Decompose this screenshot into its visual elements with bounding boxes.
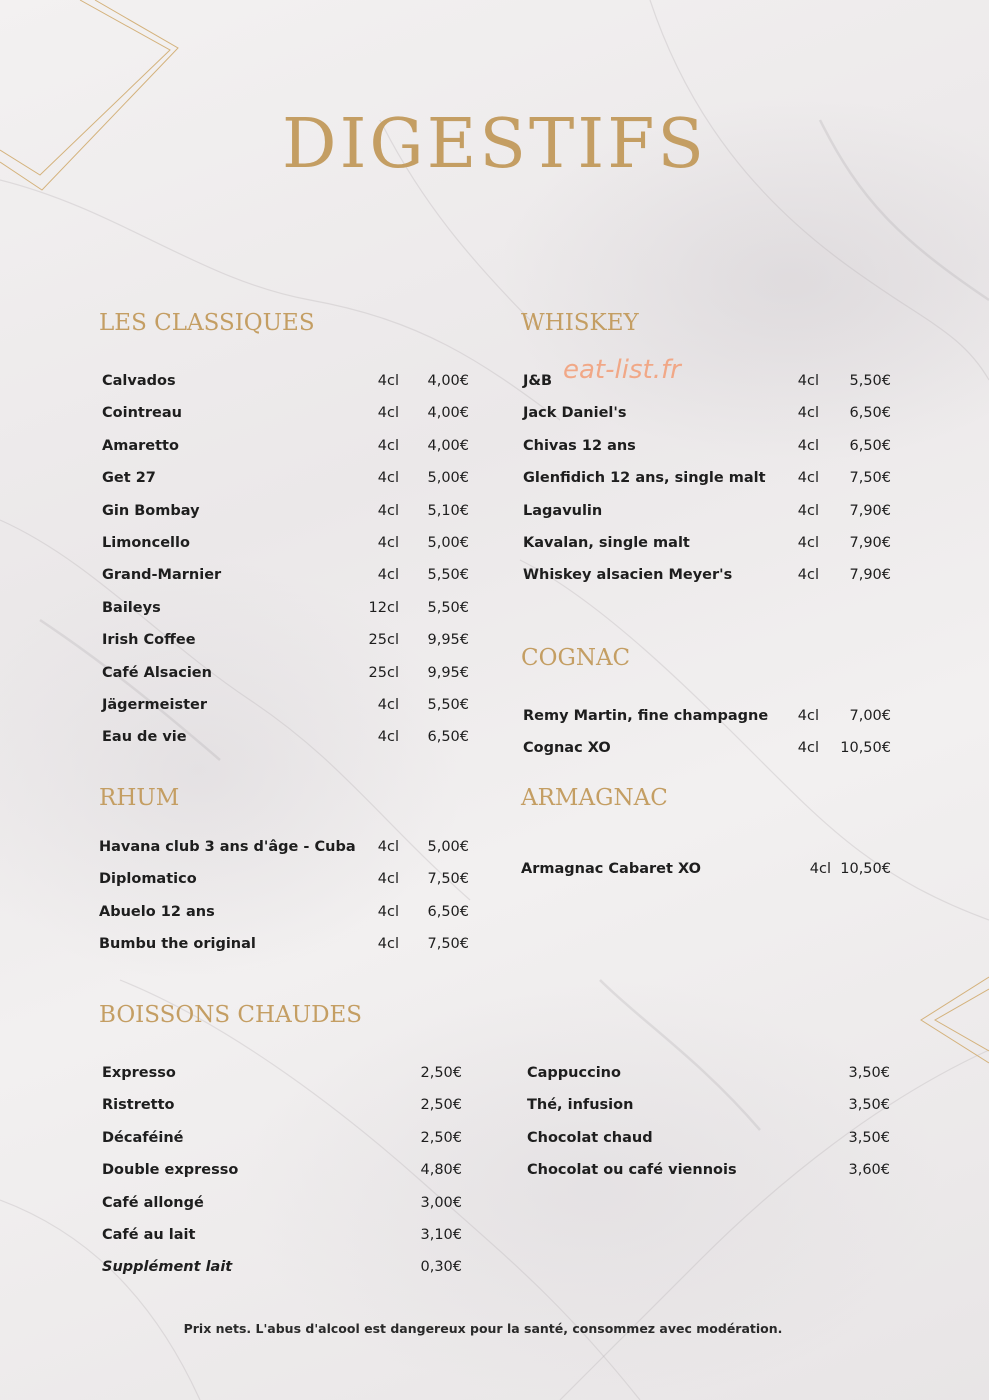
item-name: Chocolat chaud (527, 1129, 653, 1146)
item-price: 2,50€ (420, 1129, 462, 1146)
item-name: Get 27 (102, 470, 156, 487)
item-price: 2,50€ (420, 1065, 462, 1081)
menu-item (99, 868, 479, 890)
item-price: 7,90€ (849, 535, 891, 551)
section-title-whiskey: WHISKEY (521, 310, 639, 336)
menu-item (521, 737, 901, 759)
item-price: 5,00€ (427, 839, 469, 855)
menu-item (99, 662, 479, 684)
item-volume: 4cl (797, 567, 819, 584)
menu-item (527, 1127, 890, 1149)
item-price: 6,50€ (427, 903, 469, 920)
item-volume: 4cl (797, 535, 819, 551)
page-title: DIGESTIFS (282, 105, 707, 184)
item-name: Gin Bombay (102, 502, 200, 519)
item-price: 6,50€ (427, 729, 469, 746)
item-name: Kavalan, single malt (523, 535, 690, 551)
item-name: Décaféiné (102, 1129, 184, 1146)
section-title-cognac: COGNAC (521, 645, 631, 671)
item-name: Amaretto (102, 437, 179, 454)
item-price: 3,50€ (848, 1065, 890, 1081)
item-volume: 4cl (809, 861, 831, 877)
item-name: Bumbu the original (99, 936, 256, 953)
item-price: 3,10€ (420, 1227, 462, 1243)
menu-item (521, 370, 901, 392)
menu-item (99, 1127, 462, 1149)
section-armagnac (521, 783, 901, 877)
item-name: Armagnac Cabaret XO (521, 861, 701, 877)
menu-item (99, 467, 479, 489)
item-price: 5,50€ (427, 567, 469, 584)
menu-item (99, 1159, 462, 1181)
menu-item (99, 564, 479, 586)
item-price: 9,95€ (427, 664, 469, 681)
item-price: 5,10€ (427, 502, 469, 519)
menu-item (99, 901, 479, 923)
item-volume: 4cl (377, 502, 399, 519)
item-name: J&B (523, 373, 553, 389)
menu-item (99, 726, 479, 748)
section-cognac (521, 643, 901, 757)
menu-item (521, 467, 901, 489)
item-price: 7,90€ (849, 567, 891, 584)
item-price: 5,00€ (427, 470, 469, 487)
menu-item (99, 694, 479, 716)
item-price: 4,80€ (420, 1162, 462, 1179)
item-name: Café allongé (102, 1194, 204, 1211)
menu-item (521, 435, 901, 457)
menu-item (99, 1224, 462, 1246)
item-price: 7,50€ (427, 871, 469, 888)
item-volume: 4cl (377, 936, 399, 953)
item-price: 6,50€ (849, 405, 891, 422)
item-name: Thé, infusion (527, 1097, 634, 1114)
item-volume: 4cl (377, 697, 399, 713)
watermark: eat-list.fr (563, 355, 681, 385)
item-price: 3,50€ (848, 1129, 890, 1146)
item-name: Calvados (102, 373, 176, 389)
item-volume: 4cl (797, 740, 819, 757)
section-rhum (99, 783, 479, 953)
menu-item (99, 1192, 462, 1214)
item-price: 4,00€ (427, 437, 469, 454)
item-volume: 4cl (377, 405, 399, 422)
item-volume: 4cl (797, 437, 819, 454)
menu-item (99, 1256, 462, 1278)
item-volume: 4cl (797, 405, 819, 422)
item-volume: 4cl (377, 871, 399, 888)
section-title-boissons-chaudes: BOISSONS CHAUDES (99, 1002, 363, 1028)
item-volume: 25cl (368, 664, 399, 681)
item-price: 3,60€ (848, 1162, 890, 1179)
item-price: 7,50€ (427, 936, 469, 953)
menu-item (99, 402, 479, 424)
menu-item (99, 532, 479, 554)
menu-item (521, 500, 901, 522)
item-price: 7,00€ (849, 708, 891, 724)
item-name: Cointreau (102, 405, 182, 422)
item-name: Whiskey alsacien Meyer's (523, 567, 733, 584)
item-volume: 4cl (377, 470, 399, 487)
item-name: Lagavulin (523, 502, 603, 519)
item-name: Double expresso (102, 1162, 239, 1179)
item-price: 7,50€ (849, 470, 891, 487)
item-volume: 4cl (377, 373, 399, 389)
section-classiques (99, 308, 479, 746)
item-name: Jack Daniel's (523, 405, 627, 422)
item-volume: 4cl (377, 567, 399, 584)
item-price: 4,00€ (427, 373, 469, 389)
item-price: 7,90€ (849, 502, 891, 519)
item-price: 10,50€ (840, 861, 891, 877)
item-name: Cappuccino (527, 1065, 621, 1081)
menu-item (527, 1094, 890, 1116)
item-name: Chivas 12 ans (523, 437, 636, 454)
menu-item (527, 1159, 890, 1181)
item-volume: 4cl (377, 535, 399, 551)
item-volume: 4cl (797, 373, 819, 389)
item-volume: 4cl (797, 470, 819, 487)
section-boissons-chaudes (99, 1000, 899, 1276)
item-name: Café au lait (102, 1227, 196, 1243)
item-volume: 25cl (368, 632, 399, 649)
item-volume: 12cl (368, 599, 399, 616)
menu-item (99, 933, 479, 955)
menu-item (99, 1062, 462, 1084)
item-price: 2,50€ (420, 1097, 462, 1114)
item-name: Irish Coffee (102, 632, 196, 649)
item-volume: 4cl (377, 729, 399, 746)
menu-item (521, 705, 901, 727)
item-price: 0,30€ (420, 1259, 462, 1276)
item-price: 5,50€ (427, 599, 469, 616)
item-price: 3,50€ (848, 1097, 890, 1114)
menu-item (521, 858, 901, 880)
item-price: 5,50€ (849, 373, 891, 389)
menu-item (521, 564, 901, 586)
footer-disclaimer: Prix nets. L'abus d'alcool est dangereux pour la santé, consommez avec modération. (183, 1321, 783, 1336)
item-price: 5,50€ (427, 697, 469, 713)
item-price: 3,00€ (420, 1194, 462, 1211)
item-name: Café Alsacien (102, 664, 212, 681)
item-volume: 4cl (797, 708, 819, 724)
item-name: Glenfidich 12 ans, single malt (523, 470, 766, 487)
menu-item (99, 500, 479, 522)
item-name: Havana club 3 ans d'âge - Cuba (99, 839, 356, 855)
item-name: Limoncello (102, 535, 190, 551)
item-volume: 4cl (377, 437, 399, 454)
item-price: 9,95€ (427, 632, 469, 649)
item-name: Ristretto (102, 1097, 175, 1114)
item-volume: 4cl (797, 502, 819, 519)
menu-item (99, 435, 479, 457)
menu-item (99, 629, 479, 651)
item-name: Grand-Marnier (102, 567, 222, 584)
item-price: 10,50€ (840, 740, 891, 757)
item-price: 6,50€ (849, 437, 891, 454)
item-volume: 4cl (377, 839, 399, 855)
menu-item (99, 597, 479, 619)
menu-item (99, 836, 479, 858)
corner-ornament-right (915, 975, 989, 1065)
menu-item (99, 1094, 462, 1116)
item-name: Diplomatico (99, 871, 197, 888)
item-price: 5,00€ (427, 535, 469, 551)
item-price: 4,00€ (427, 405, 469, 422)
item-name: Baileys (102, 599, 161, 616)
item-name: Expresso (102, 1065, 176, 1081)
item-name: Cognac XO (523, 740, 611, 757)
item-name: Eau de vie (102, 729, 187, 746)
menu-item (527, 1062, 890, 1084)
menu-item (99, 370, 479, 392)
item-name: Supplément lait (102, 1259, 233, 1276)
section-title-rhum: RHUM (99, 785, 180, 811)
item-name: Jägermeister (102, 697, 208, 713)
item-name: Chocolat ou café viennois (527, 1162, 737, 1179)
item-name: Abuelo 12 ans (99, 903, 215, 920)
menu-item (521, 402, 901, 424)
item-volume: 4cl (377, 903, 399, 920)
section-title-classiques: LES CLASSIQUES (99, 310, 315, 336)
menu-item (521, 532, 901, 554)
section-title-armagnac: ARMAGNAC (521, 785, 668, 811)
item-name: Remy Martin, fine champagne (523, 708, 769, 724)
